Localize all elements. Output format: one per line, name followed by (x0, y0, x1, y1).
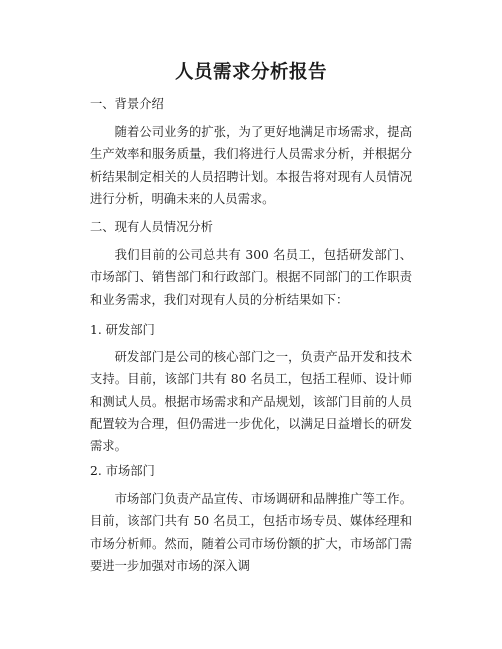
section-heading-current-staff: 二、现有人员情况分析 (90, 220, 213, 234)
subheading-rd-department: 1. 研发部门 (90, 323, 155, 337)
subheading-marketing-department: 2. 市场部门 (90, 464, 155, 478)
section-heading-background: 一、背景介绍 (90, 97, 164, 111)
document-title: 人员需求分析报告 (174, 62, 327, 83)
paragraph-background: 随着公司业务的扩张，为了更好地满足市场需求，提高生产效率和服务质量，我们将进行人员需求分析，并根据分析结果制定相关的人员招聘计划。本报告将对现有人员情况进行分析，明确未来的人员需求。 (90, 125, 412, 206)
paragraph-marketing-department: 市场部门负责产品宣传、市场调研和品牌推广等工作。目前，该部门共有 50 名员工，包括市场专员、媒体经理和市场分析师。然而，随着公司市场份额的扩大，市场部门需要进一步加强对市场的深入调 (90, 492, 412, 573)
paragraph-current-staff: 我们目前的公司总共有 300 名员工，包括研发部门、市场部门、销售部门和行政部门。根据不同部门的工作职责和业务需求，我们对现有人员的分析结果如下： (90, 248, 412, 307)
paragraph-rd-department: 研发部门是公司的核心部门之一，负责产品开发和技术支持。目前，该部门共有 80 名员工，包括工程师、设计师和测试人员。根据市场需求和产品规划，该部门目前的人员配置较为合理，但仍需进一步优化，以满足日益增长的研发需求。 (90, 350, 412, 454)
